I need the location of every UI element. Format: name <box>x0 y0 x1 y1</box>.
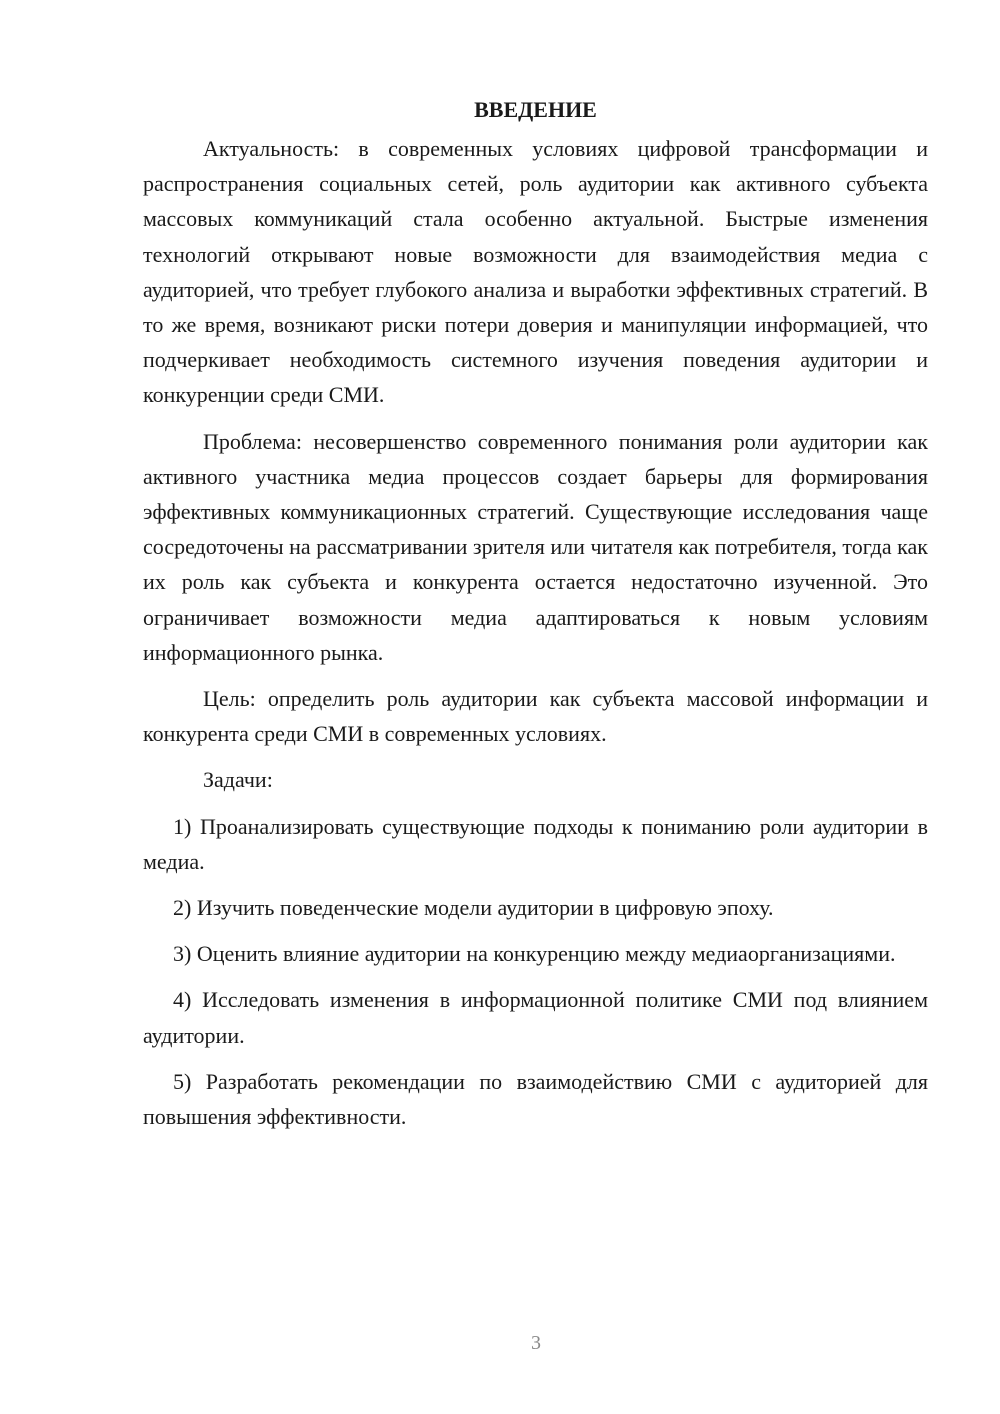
task-item-2: 2) Изучить поведенческие модели аудитории в цифровую эпоху. <box>173 895 774 921</box>
goal-paragraph: Цель: определить роль аудитории как субъекта массовой информации и конкурента среди СМИ в современных условиях. <box>143 686 928 747</box>
document-page <box>143 92 928 1134</box>
tasks-heading: Задачи: <box>203 767 273 793</box>
problem-paragraph: Проблема: несовершенство современного понимания роли аудитории как активного участника медиа процессов создает барьеры для формирования эффективных коммуникационных стратегий. Существующие исследования чаще сосредоточены на рассматривании зрителя или читателя как потребителя, тогда как их роль как субъекта и конкурента остается недостаточно изученной. Это ограничивает возможности медиа адаптироваться к новым условиям информационного рынка. <box>143 428 928 665</box>
task-item-1: 1) Проанализировать существующие подходы к пониманию роли аудитории в медиа. <box>143 813 928 874</box>
page-number: 3 <box>531 1332 541 1354</box>
task-item-3: 3) Оценить влияние аудитории на конкуренцию между медиаорганизациями. <box>173 941 896 967</box>
task-item-5: 5) Разработать рекомендации по взаимодействию СМИ с аудиторией для повышения эффективности. <box>143 1068 928 1130</box>
relevance-paragraph: Актуальность: в современных условиях цифровой трансформации и распространения социальных сетей, роль аудитории как активного субъекта массовых коммуникаций стала особенно актуальной. Быстрые изменения технологий открывают новые возможности для взаимодействия медиа с аудиторией, что требует глубокого анализа и выработки эффективных стратегий. В то же время, возникают риски потери доверия и манипуляции информацией, что подчеркивает необходимость системного изучения поведения аудитории и конкуренции среди СМИ. <box>143 136 928 408</box>
section-title: ВВЕДЕНИЕ <box>474 97 597 122</box>
task-item-4: 4) Исследовать изменения в информационной политике СМИ под влиянием аудитории. <box>143 987 928 1048</box>
